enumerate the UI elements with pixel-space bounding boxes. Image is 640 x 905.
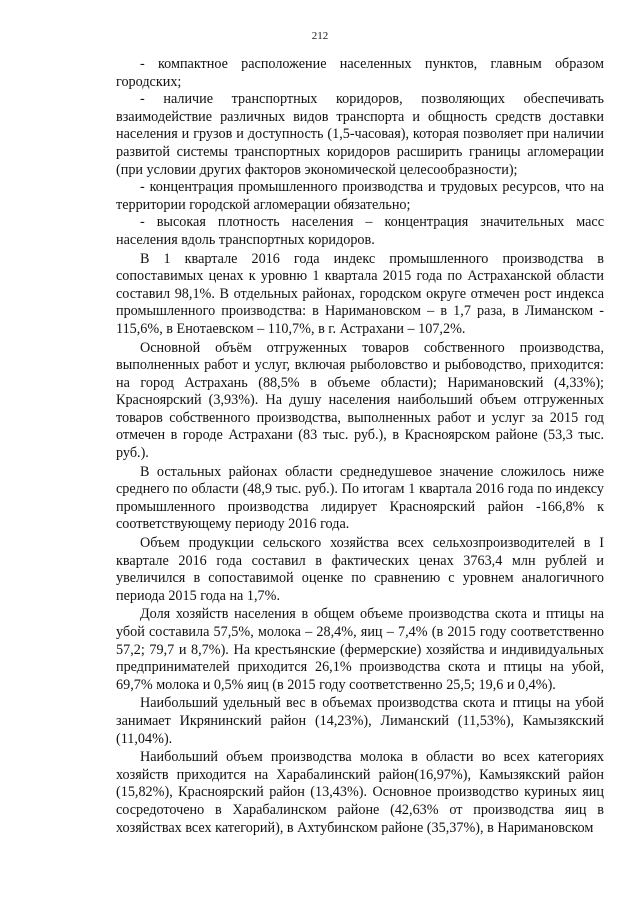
paragraph-livestock-districts: Наибольший удельный вес в объемах производства скота и птицы на убой занимает Икрянинский район (14,23%), Лиманский (11,53%), Камызякский (11,04%). bbox=[116, 695, 604, 747]
paragraph-transport-corridors: - наличие транспортных коридоров, позволяющих обеспечивать взаимодействие различных видов транспорта и общность средств доставки населения и грузов и доступность (1,5-часовая), которая позволяет при наличии развитой системы транспортных коридоров расширить границы агломерации (при условии других факторов экономической целесообразности); bbox=[116, 91, 604, 178]
document-body bbox=[116, 56, 604, 837]
paragraph-agriculture-volume: Объем продукции сельского хозяйства всех сельхозпроизводителей в I квартале 2016 года составил в фактических ценах 3763,4 млн рублей и увеличился в сопоставимой оценке по сравнению с уровнем аналогичного периода 2015 года на 1,7%. bbox=[116, 535, 604, 604]
paragraph-shipped-goods: Основной объём отгруженных товаров собственного производства, выполненных работ и услуг, включая рыболовство и рыбоводство, приходится: на город Астрахань (88,5% в объеме области); Наримановский (4,33%); Красноярский (3,93%). На душу населения наибольший объем отгруженных товаров собственного производства, выполненных работ и услуг за 2015 год отмечен в городе Астрахани (83 тыс. руб.), в Красноярском районе (53,3 тыс. руб.). bbox=[116, 339, 604, 462]
paragraph-population-density: - высокая плотность населения – концентрация значительных масс населения вдоль транспортных коридоров. bbox=[116, 214, 604, 248]
paragraph-industrial-concentration: - концентрация промышленного производства и трудовых ресурсов, что на территории городской агломерации обязательно; bbox=[116, 179, 604, 213]
paragraph-industrial-index: В 1 квартале 2016 года индекс промышленного производства в сопоставимых ценах к уровню 1 квартала 2015 года по Астраханской области составил 98,1%. В отдельных районах, городском округе отмечен рост индекса промышленного производства: в Наримановском – в 1,7 раза, в Лиманском - 115,6%, в Енотаевском – 110,7%, в г. Астрахани – 107,2%. bbox=[116, 250, 604, 337]
paragraph-milk-eggs: Наибольший объем производства молока в области во всех категориях хозяйств приходится на Харабалинский район(16,97%), Камызякский район (15,82%), Красноярский район (13,43%). Основное производство куриных яиц сосредоточено в Харабалинском районе (42,63% от производства яиц в хозяйствах всех категорий), в Ахтубинском районе (35,37%), в Наримановском bbox=[116, 749, 604, 836]
paragraph-compact-settlements: - компактное расположение населенных пунктов, главным образом городских; bbox=[116, 56, 604, 90]
paragraph-household-share: Доля хозяйств населения в общем объеме производства скота и птицы на убой составила 57,5%, молока – 28,4%, яиц – 7,4% (в 2015 году соответственно 57,2; 79,7 и 8,7%). На крестьянские (фермерские) хозяйства и индивидуальных предпринимателей приходится 26,1% производства скота и птицы на убой, 69,7% молока и 0,5% яиц (в 2015 году соответственно 25,5; 19,6 и 0,4%). bbox=[116, 606, 604, 693]
page-number: 212 bbox=[311, 30, 329, 42]
paragraph-per-capita: В остальных районах области среднедушевое значение сложилось ниже среднего по области (48,9 тыс. руб.). По итогам 1 квартала 2016 года по индексу промышленного производства лидирует Красноярский район -166,8% к соответствующему периоду 2016 года. bbox=[116, 463, 604, 533]
